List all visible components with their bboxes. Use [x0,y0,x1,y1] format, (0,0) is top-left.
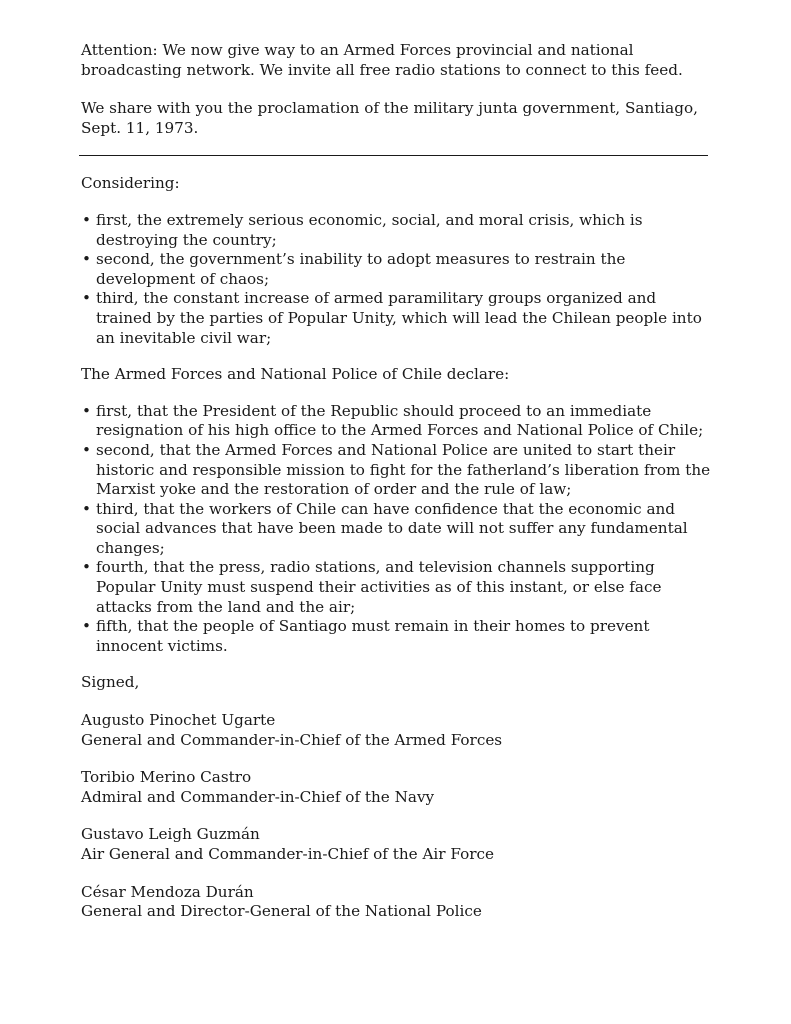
attention-paragraph: Attention: We now give way to an Armed Forces provincial and national broadcasting network. We invite all free radio stations to connect to this feed. [81,41,683,79]
signatory-title: Admiral and Commander-in-Chief of the Navy [81,787,435,806]
document-page [81,41,711,940]
declaration-item: • fourth, that the press, radio stations, and television channels supporting Popular Unity must suspend their activities as of this instant, or else face attacks from the land and the air; [81,558,711,617]
considering-heading: Considering: [81,174,180,193]
signatory-name: Augusto Pinochet Ugarte [81,711,276,730]
considering-item: • first, the extremely serious economic, social, and moral crisis, which is destroying the country; [81,211,711,250]
declaration-heading: The Armed Forces and National Police of Chile declare: [81,365,510,384]
declaration-list [81,402,711,657]
considering-list [81,211,711,348]
declaration-item: • second, that the Armed Forces and National Police are united to start their historic and responsible mission to fight for the fatherland’s liberation from the Marxist yoke and the restoration of order and the rule of law; [81,441,711,500]
signatory-title: General and Director-General of the National Police [81,902,482,921]
considering-item: • second, the government’s inability to adopt measures to restrain the development of chaos; [81,250,711,289]
signatory-block [81,883,711,922]
declaration-item: • fifth, that the people of Santiago must remain in their homes to prevent innocent victims. [81,617,711,656]
proclamation-intro-paragraph: We share with you the proclamation of the military junta government, Santiago, Sept. 11, 1973. [81,99,698,137]
declaration-item: • first, that the President of the Republic should proceed to an immediate resignation of his high office to the Armed Forces and National Police of Chile; [81,402,711,441]
signatory-block [81,768,711,807]
declaration-item: • third, that the workers of Chile can have confidence that the economic and social advances that have been made to date will not suffer any fundamental changes; [81,500,711,559]
signatory-title: Air General and Commander-in-Chief of the Air Force [81,845,494,863]
horizontal-divider [79,155,708,156]
signatory-title: General and Commander-in-Chief of the Armed Forces [81,730,503,749]
signatory-block [81,825,711,864]
signatory-name: César Mendoza Durán [81,882,254,901]
signatory-block [81,711,711,750]
signed-label: Signed, [81,673,140,692]
signatory-name: Gustavo Leigh Guzmán [81,825,260,844]
considering-item: • third, the constant increase of armed paramilitary groups organized and trained by the parties of Popular Unity, which will lead the Chilean people into an inevitable civil war; [81,289,711,348]
signatory-name: Toribio Merino Castro [81,768,252,787]
